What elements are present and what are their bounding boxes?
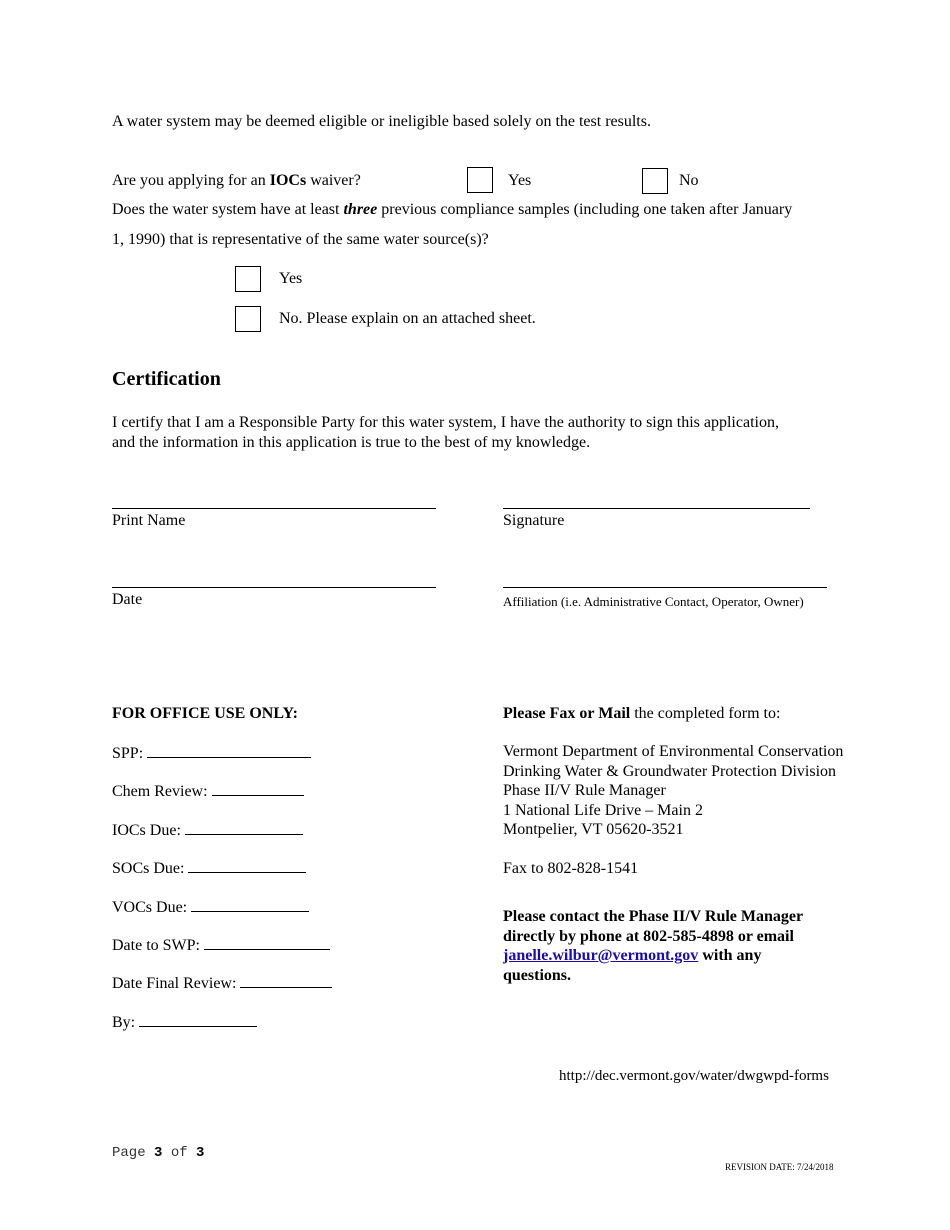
office-field-label: SOCs Due: bbox=[112, 860, 185, 877]
page-total: 3 bbox=[196, 1145, 205, 1161]
ioc-no-label: No bbox=[679, 172, 699, 189]
office-field-blank[interactable] bbox=[147, 743, 311, 758]
contact-line-1: Please contact the Phase II/V Rule Manager bbox=[503, 908, 804, 925]
office-field-iocs-due bbox=[112, 820, 303, 840]
affiliation-line[interactable] bbox=[503, 587, 827, 588]
office-field-label: Chem Review: bbox=[112, 783, 208, 800]
office-field-blank[interactable] bbox=[212, 781, 304, 796]
office-field-spp bbox=[112, 743, 311, 763]
revision-date: REVISION DATE: 7/24/2018 bbox=[725, 1162, 834, 1172]
address-line-1: Vermont Department of Environmental Conservation bbox=[503, 743, 844, 760]
forms-url: http://dec.vermont.gov/water/dwgwpd-forms bbox=[559, 1068, 829, 1084]
date-line[interactable] bbox=[112, 587, 436, 588]
contact-line-3 bbox=[503, 947, 761, 965]
samples-question-line1 bbox=[112, 201, 792, 219]
date-label: Date bbox=[112, 591, 143, 608]
office-field-label: SPP: bbox=[112, 745, 144, 762]
samples-no-label: No. Please explain on an attached sheet. bbox=[279, 310, 536, 327]
ioc-no-checkbox[interactable] bbox=[642, 168, 668, 194]
ioc-yes-label: Yes bbox=[508, 172, 532, 189]
office-field-label: Date to SWP: bbox=[112, 937, 200, 954]
signature-label: Signature bbox=[503, 512, 565, 529]
page-word: Page bbox=[112, 1145, 146, 1161]
address-line-4: 1 National Life Drive – Main 2 bbox=[503, 802, 703, 819]
address-line-5: Montpelier, VT 05620-3521 bbox=[503, 821, 684, 838]
mail-lead-bold: Please Fax or Mail bbox=[503, 705, 631, 722]
samples-question-emphasis: three bbox=[343, 201, 378, 218]
office-field-blank[interactable] bbox=[188, 858, 306, 873]
office-field-label: IOCs Due: bbox=[112, 822, 181, 839]
certification-text-line1: I certify that I am a Responsible Party for this water system, I have the authority to sign this application, bbox=[112, 414, 779, 431]
certification-text-line2: and the information in this application is true to the best of my knowledge. bbox=[112, 434, 591, 451]
office-field-blank[interactable] bbox=[191, 897, 309, 912]
office-field-by bbox=[112, 1012, 257, 1032]
office-heading: FOR OFFICE USE ONLY: bbox=[112, 705, 298, 722]
office-field-blank[interactable] bbox=[139, 1012, 257, 1027]
fax-number: Fax to 802-828-1541 bbox=[503, 860, 639, 877]
ioc-question-suffix: waiver? bbox=[306, 172, 361, 189]
of-word: of bbox=[170, 1145, 188, 1161]
samples-yes-checkbox[interactable] bbox=[235, 266, 261, 292]
mail-lead bbox=[503, 705, 780, 723]
contact-line-2: directly by phone at 802-585-4898 or email bbox=[503, 928, 794, 945]
office-field-label: VOCs Due: bbox=[112, 899, 188, 916]
signature-line[interactable] bbox=[503, 508, 810, 509]
print-name-line[interactable] bbox=[112, 508, 436, 509]
office-field-label: By: bbox=[112, 1014, 136, 1031]
page-number: 3 bbox=[154, 1145, 163, 1161]
office-field-vocs-due bbox=[112, 897, 309, 917]
samples-yes-label: Yes bbox=[279, 270, 303, 287]
office-field-socs-due bbox=[112, 858, 306, 878]
samples-question-post: previous compliance samples (including one taken after January bbox=[377, 201, 793, 218]
samples-no-checkbox[interactable] bbox=[235, 306, 261, 332]
samples-question-pre: Does the water system have at least bbox=[112, 201, 344, 218]
ioc-question-prefix: Are you applying for an bbox=[112, 172, 270, 189]
ioc-question-bold: IOCs bbox=[269, 172, 307, 189]
ioc-yes-checkbox[interactable] bbox=[467, 167, 493, 193]
mail-lead-rest: the completed form to: bbox=[630, 705, 781, 722]
office-field-blank[interactable] bbox=[185, 820, 303, 835]
intro-text: A water system may be deemed eligible or ineligible based solely on the test results. bbox=[112, 113, 651, 130]
print-name-label: Print Name bbox=[112, 512, 186, 529]
page-footer bbox=[112, 1145, 204, 1161]
address-line-2: Drinking Water & Groundwater Protection Division bbox=[503, 763, 837, 780]
certification-heading: Certification bbox=[112, 368, 221, 390]
contact-line-3-rest: with any bbox=[698, 947, 762, 964]
ioc-question bbox=[112, 172, 361, 190]
email-link[interactable]: janelle.wilbur@vermont.gov bbox=[503, 947, 699, 964]
office-field-blank[interactable] bbox=[204, 935, 330, 950]
office-field-blank[interactable] bbox=[240, 973, 332, 988]
contact-line-4: questions. bbox=[503, 967, 572, 984]
address-line-3: Phase II/V Rule Manager bbox=[503, 782, 666, 799]
affiliation-label: Affiliation (i.e. Administrative Contact, Operator, Owner) bbox=[503, 594, 804, 609]
office-field-date-final-review bbox=[112, 973, 332, 993]
office-field-chem-review bbox=[112, 781, 304, 801]
office-field-label: Date Final Review: bbox=[112, 975, 237, 992]
office-field-date-to-swp bbox=[112, 935, 330, 955]
samples-question-line2: 1, 1990) that is representative of the same water source(s)? bbox=[112, 231, 489, 248]
